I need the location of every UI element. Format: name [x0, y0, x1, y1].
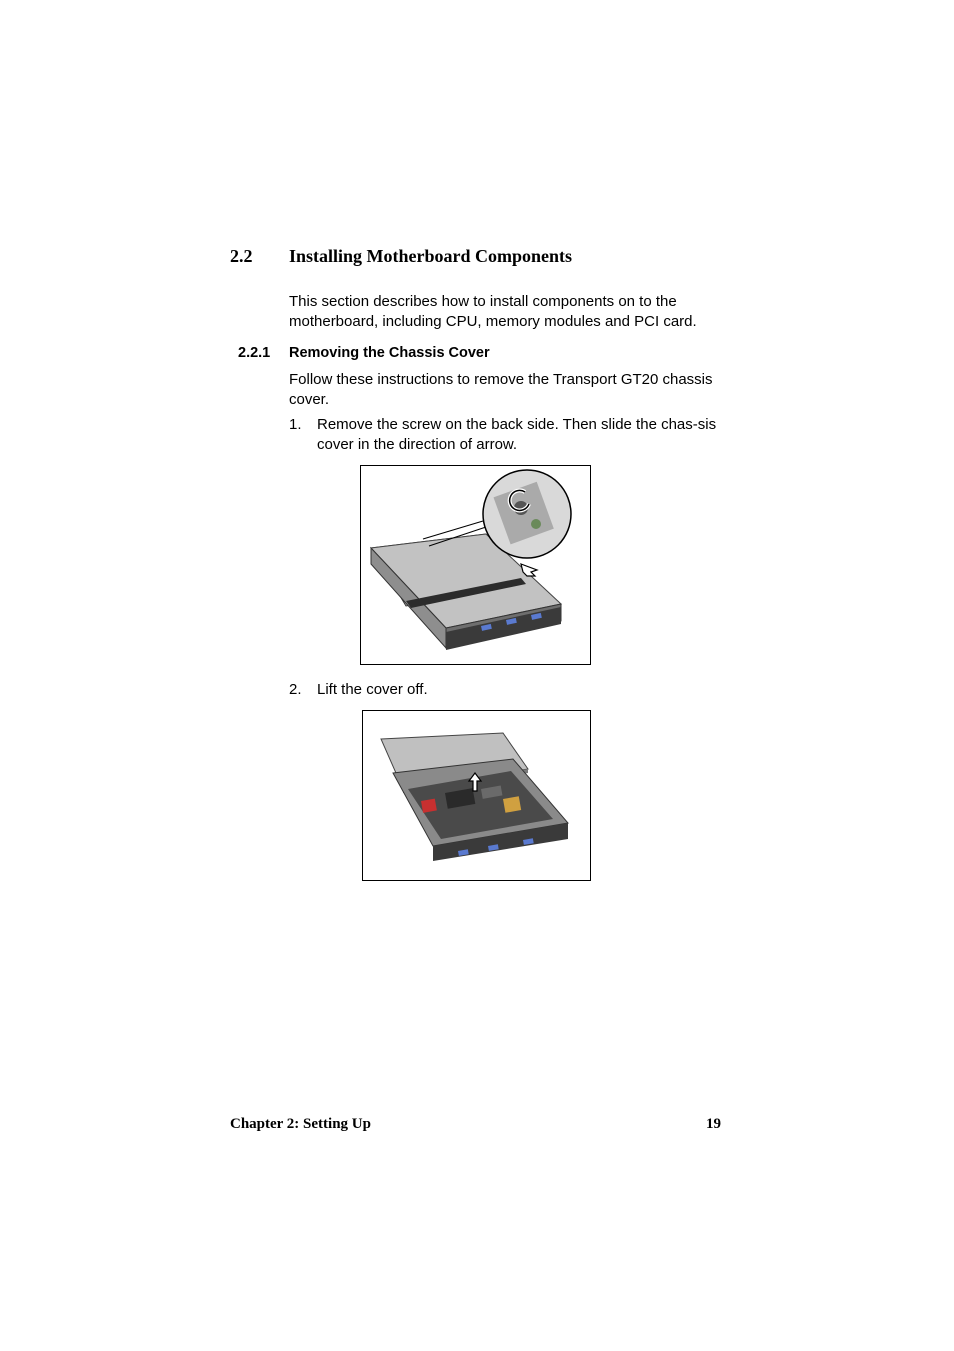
step-number: 1. — [289, 416, 302, 433]
section-intro: This section describes how to install components on to the motherboard, including CPU, memory modules and PCI card. — [289, 293, 697, 330]
figure-lift-cover — [362, 710, 591, 881]
subsection-number: 2.2.1 — [238, 345, 271, 361]
footer-chapter: Chapter 2: Setting Up — [230, 1116, 371, 1132]
list-item — [289, 415, 729, 455]
chassis-slide-illustration — [361, 466, 590, 664]
section-number: 2.2 — [230, 246, 253, 266]
subsection-intro: Follow these instructions to remove the Transport GT20 chassis cover. — [289, 371, 713, 408]
step-number: 2. — [289, 681, 302, 698]
figure-remove-screw — [360, 465, 591, 665]
chassis-lift-illustration — [363, 711, 590, 880]
page-number: 19 — [706, 1116, 721, 1132]
section-title: Installing Motherboard Components — [289, 246, 573, 266]
step-text: Lift the cover off. — [317, 681, 428, 698]
list-item — [289, 680, 729, 700]
subsection-title: Removing the Chassis Cover — [289, 345, 490, 361]
step-text: Remove the screw on the back side. Then slide the chas-sis cover in the direction of arrow. — [317, 416, 717, 453]
